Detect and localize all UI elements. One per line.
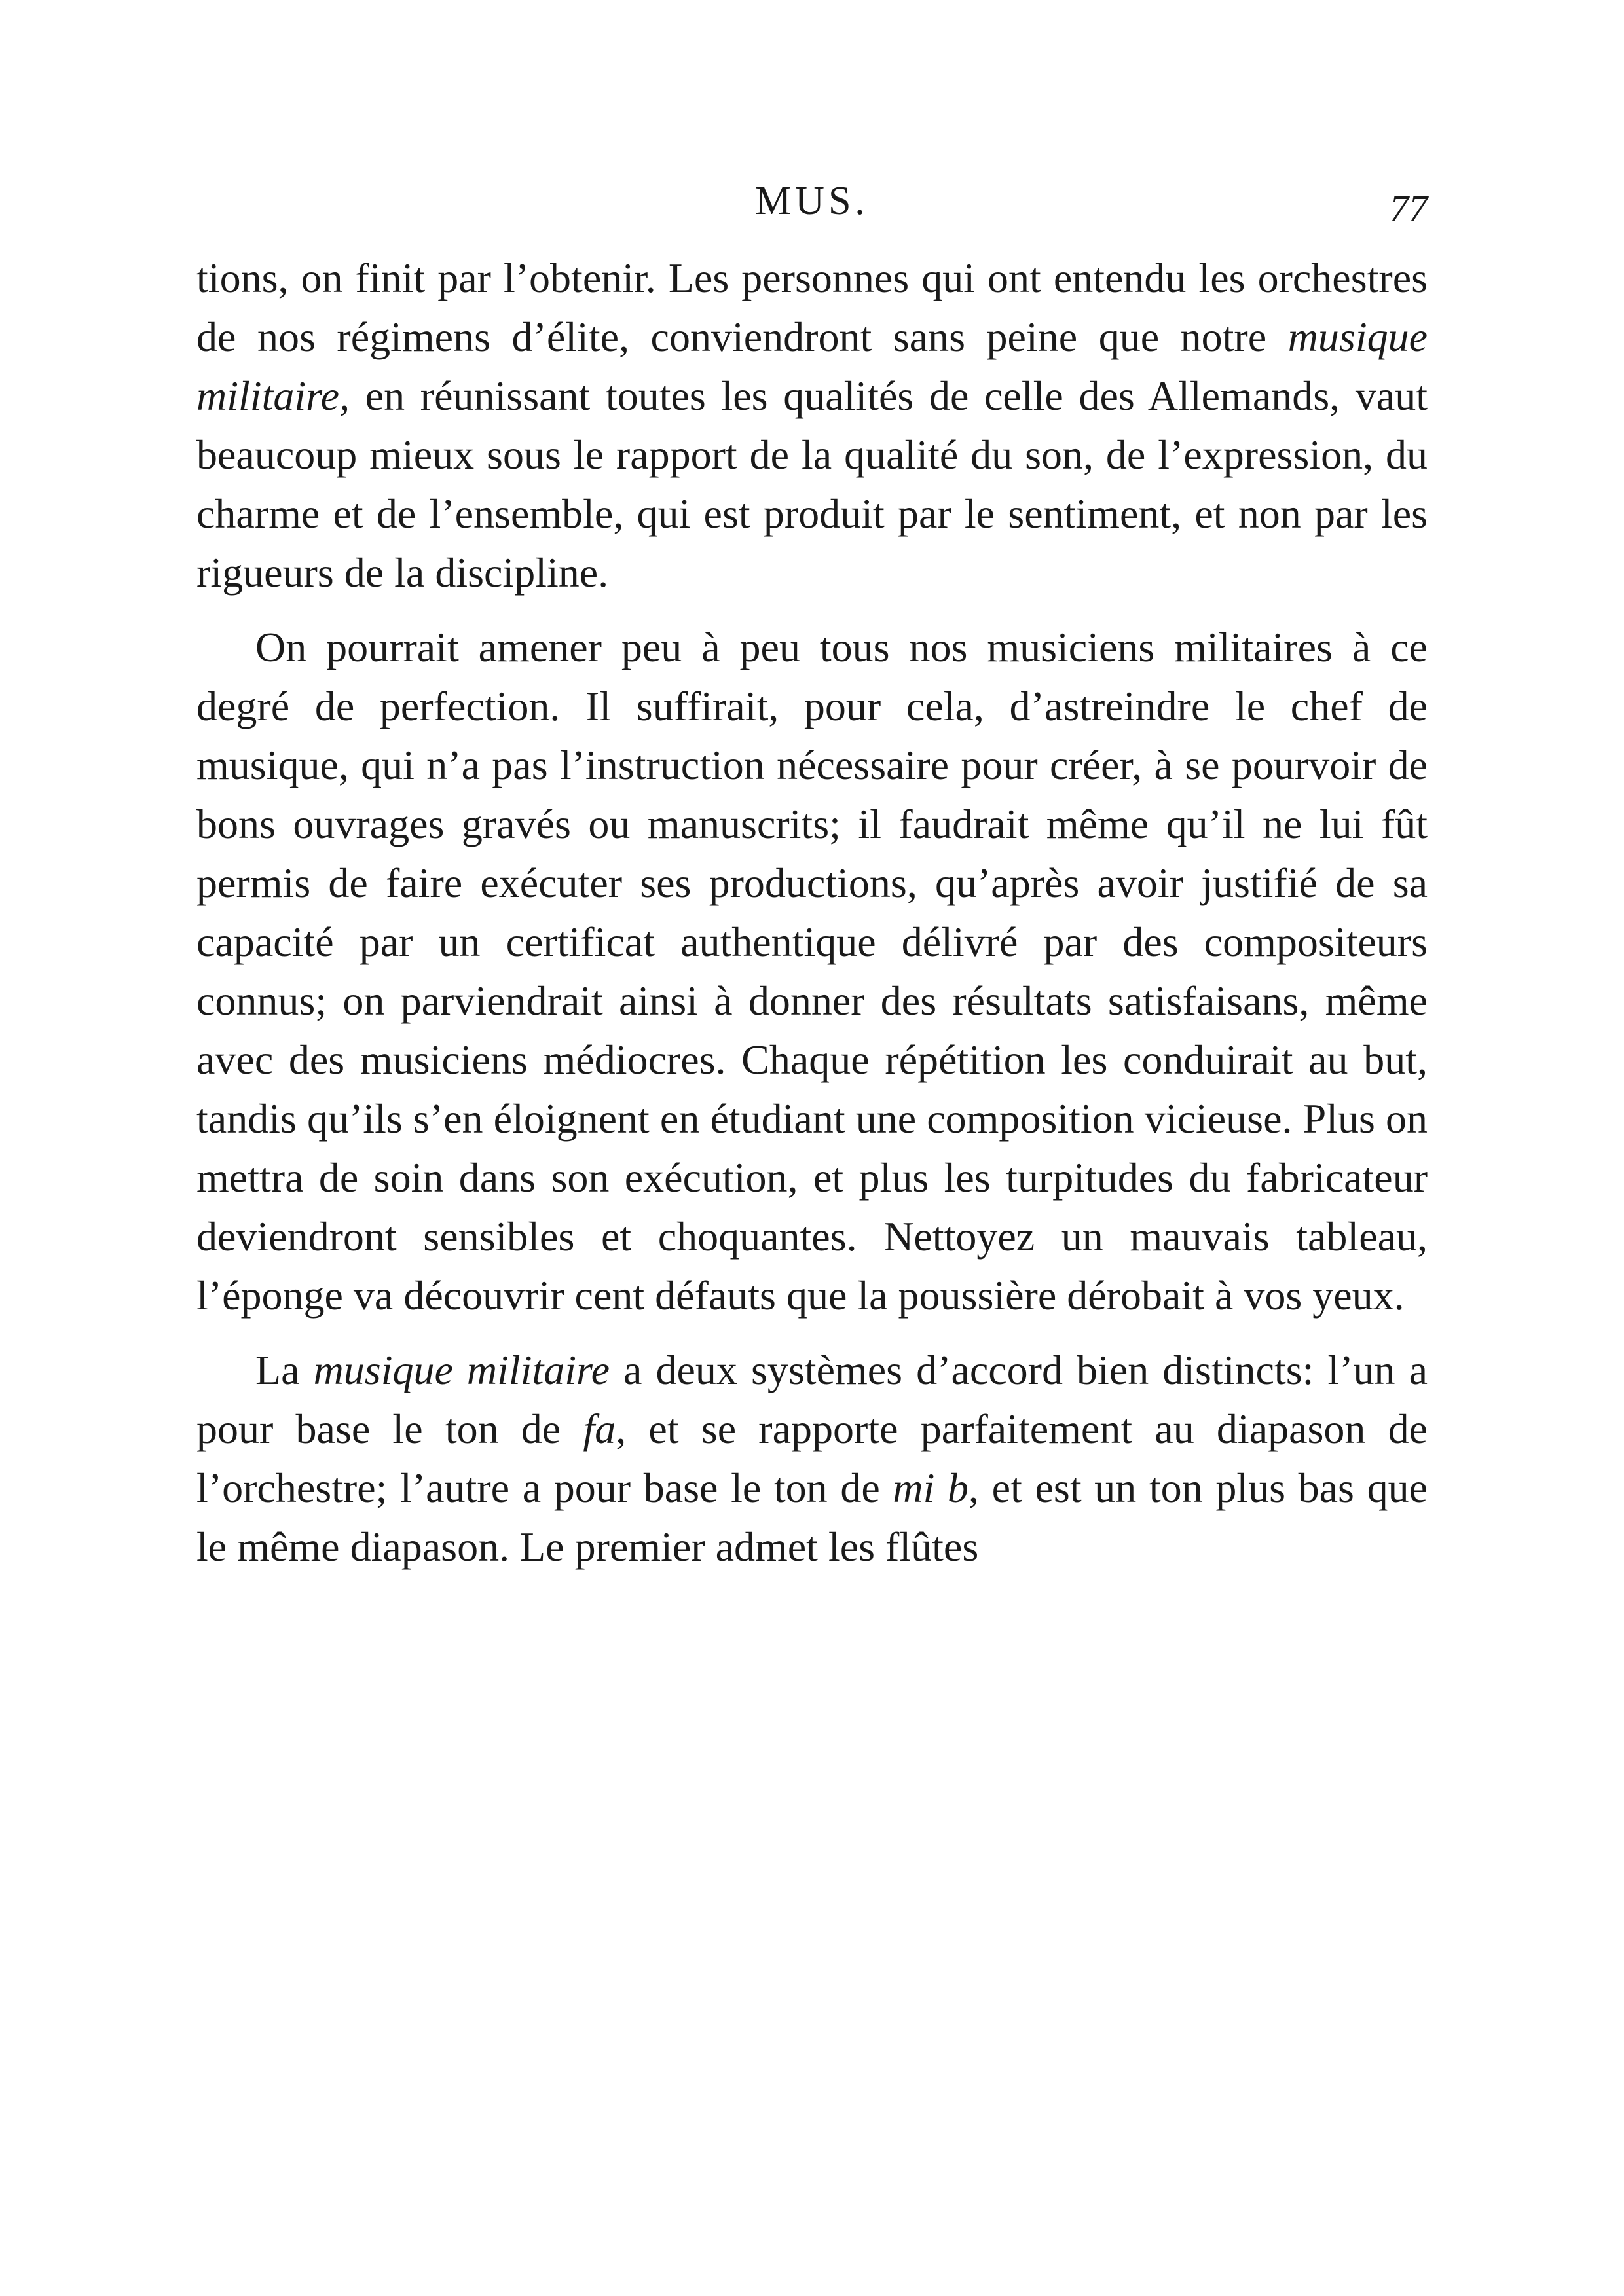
- paragraph-3-text-1: La: [255, 1347, 314, 1393]
- paragraph-3: [196, 1341, 1428, 1576]
- paragraph-3-italic-fa: fa: [583, 1406, 616, 1452]
- paragraph-3-text-2: a deux systèmes d’accord bien distincts: l’un a pour base le ton de: [196, 1347, 1428, 1452]
- paragraph-1-text-1: tions, on finit par l’obtenir. Les personnes qui ont entendu les orchestres de nos régimens d’élite, conviendront sans peine que notre: [196, 255, 1428, 360]
- paragraph-3-text-3: , et se rapporte parfaitement au diapason de l’orchestre; l’autre a pour base le ton de: [196, 1406, 1428, 1511]
- page-header: [196, 172, 1428, 230]
- paragraph-1-italic-musique-militaire: musique militaire,: [196, 314, 1428, 419]
- paragraph-3-italic-mi-b: mi b: [893, 1465, 969, 1511]
- running-head: MUS.: [755, 179, 869, 223]
- paragraph-1-text-2: en réunissant toutes les qualités de celle des Allemands, vaut beaucoup mieux sous le rapport de la qualité du son, de l’expression, du charme et de l’ensemble, qui est produit par le sentiment, et non par les rigueurs de la discipline.: [196, 373, 1428, 596]
- page-number: 77: [1390, 187, 1428, 230]
- body-text: [196, 249, 1428, 1576]
- paragraph-3-italic-musique-militaire: musique militaire: [313, 1347, 610, 1393]
- paragraph-2: On pourrait amener peu à peu tous nos musiciens militaires à ce degré de perfection. Il suffirait, pour cela, d’astreindre le chef de musique, qui n’a pas l’instruction nécessaire pour créer, à se pourvoir de bons ouvrages gravés ou manuscrits; il faudrait même qu’il ne lui fût permis de faire exécuter ses productions, qu’après avoir justifié de sa capacité par un certificat authentique délivré par des compositeurs connus; on parviendrait ainsi à donner des résultats satisfaisans, même avec des musiciens médiocres. Chaque répétition les conduirait au but, tandis qu’ils s’en éloignent en étudiant une composition vicieuse. Plus on mettra de soin dans son exécution, et plus les turpitudes du fabricateur deviendront sensibles et choquantes. Nettoyez un mauvais tableau, l’éponge va découvrir cent défauts que la poussière dérobait à vos yeux.: [196, 624, 1428, 1319]
- paragraph-1: [196, 249, 1428, 602]
- paragraph-3-text-4: , et est un ton plus bas que le même diapason. Le premier admet les flûtes: [196, 1465, 1428, 1570]
